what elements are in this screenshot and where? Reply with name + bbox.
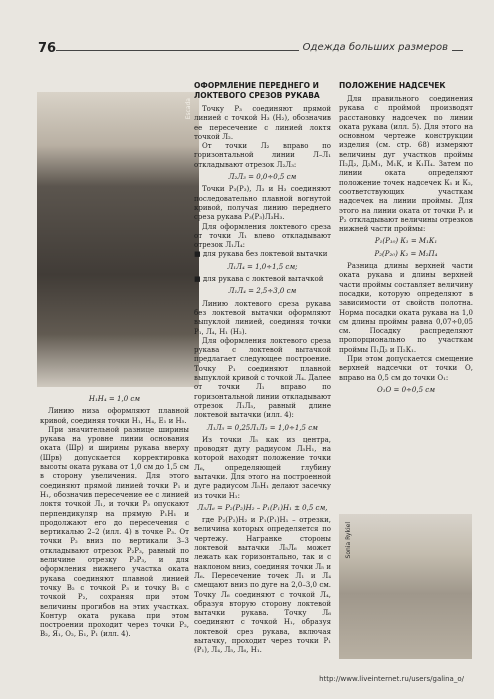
formula-l1l4-no-dart: Л₁Л₄ = 1,0÷1,5 см; bbox=[227, 262, 298, 271]
bullet-no-dart: ■ для рукава без локтевой вытачки bbox=[194, 250, 328, 259]
left-text-column bbox=[40, 392, 189, 640]
section-title: Одежда больших размеров bbox=[299, 42, 452, 53]
page-number: 76 bbox=[38, 41, 57, 56]
formula-l2l3: Л₂Л₃ = 0,0÷0,5 см bbox=[228, 173, 297, 182]
fashion-photo-escada bbox=[37, 92, 199, 387]
footer-url: http://www.liveinternet.ru/users/galina_o/ bbox=[319, 675, 464, 683]
formula-k1: Р₁(Р₁₀) К₁ = М₁К₁ bbox=[374, 237, 438, 246]
formula-k2: Р₂(Р₂₀) К₂ = М₂П₄ bbox=[374, 249, 438, 258]
page-header bbox=[0, 36, 494, 64]
middle-paragraph-4: Для оформления локтевого среза от точки Л₁ влево откладывают отрезок Л₁Л₄: bbox=[194, 222, 331, 250]
right-paragraph-2: Разница длины верхней части оката рукава и длины верхней части проймы составляет величину посадки, которую определяют в зависимости от свойств полотна. Норма посадки оката рукава на 1,0 см длины проймы равна 0,07÷0,05 см. Посадку распределяют пропорционально по участкам проймы П₁Д₂ и П₂К₁. bbox=[339, 262, 473, 354]
middle-paragraph-2: От точки Л₂ вправо по горизонтальной линии Л–Л₁ откладывают отрезок Л₂Л₃: bbox=[194, 142, 331, 169]
middle-text-column bbox=[194, 81, 331, 656]
formula-l5l6: Л₅Л₆ = Р₂(Р₂)Н₂ – Р₁(Р₁)Н₁ ± 0,5 см, bbox=[197, 503, 328, 512]
bullet-with-dart: ■ для рукава с локтевой вытачкой bbox=[194, 275, 324, 284]
middle-paragraph-7: Из точки Л₅ как из центра, проводят дугу радиусом Л₅Н₁, на которой находят положение точки Л₆, определяющей глубину вытачки. Для этого на построенной дуге радиусом Л₅Н₁ делают засечку из точки Н₁: bbox=[194, 435, 331, 500]
right-text-column bbox=[339, 81, 473, 398]
middle-paragraph-6: Для оформления локтевого среза рукава с локтевой вытачкой предлагает следующее построение. Точку Р₁ соединяют плавной выпуклой кривой с точкой Л₄. Далее от точки Л₁ вправо по горизонтальной линии откладывают отрезок Л₁Л₅, равный длине локтевой вытачки (илл. 4): bbox=[194, 336, 331, 420]
formula-l1l5: Л₁Л₅ = 0,25Л₁Л₂ = 1,0÷1,5 см bbox=[207, 423, 318, 432]
formula-l1l4-with-dart: Л₁Л₄ = 2,5÷3,0 см bbox=[228, 287, 297, 296]
right-paragraph-1: Для правильного соединения рукава с проймой производят расстановку надсечек по линии оката рукава (илл. 5). Для этого на основном чертеже конструкции изделия (см. стр. 68) измеряют величины дуг участков проймы П₂Д₂, Д₂М₁, М₁К, и К₁П₄. Затем по линии оката определяют положение точек надсечек К₁ и К₂, соответствующих участкам надсечек на линии проймы. Для этого на линии оката от точки Р₁ и Р₂ откладывают величины отрезков нижней части проймы: bbox=[339, 95, 473, 234]
fashion-photo-sonia-rykiel bbox=[339, 514, 472, 659]
photo-caption-sonia-rykiel: Sonia Rykiel bbox=[345, 522, 352, 559]
formula-n1n4: Н₁Н₄ = 1,0 см bbox=[88, 395, 141, 403]
middle-paragraph-3: Точки Р₃(Р₃), Л₃ и Н₃ соединяют последовательно плавной вогнутой кривой, получая линию переднего среза рукава Р₃(Р₃)Л₃Н₃. bbox=[194, 185, 331, 222]
right-paragraph-3: При этом допускается смещение верхней надсечки от точки О, вправо на 0,5 см до точки О₁: bbox=[339, 355, 473, 382]
photo-caption-escada: Escada bbox=[185, 98, 192, 120]
middle-heading: ОФОРМЛЕНИЕ ПЕРЕДНЕГО И ЛОКТЕВОГО СРЕЗОВ РУКАВА bbox=[194, 81, 320, 100]
left-paragraph-2: При значительной разнице ширины рукава на уровне линии основания оката (Шр) и ширины рукава вверху (Шрв) допускается корректировка высоты оката рукава от 1,0 см до 1,5 см в сторону увеличения. Для этого соединяют прямой линией точки Р₁ и Н₁, обозначив пересечение ее с линией локтя точкой Л₁, и точки Р₃ опускают перпендикуляр на прямую Р₁Н₁ и продолжают его до пересечения с вертикалью 2–2 (илл. 4) в точке Р₃. От точки Р₂ вниз по вертикали 3–3 откладывают отрезок Р₂Р₃, равный по величине отрезку Р₃Р₃, и для оформления нижнего участка оката рукава соединяют плавной линией точку В₂ с точкой Р₃ и точку В₁ с точкой Р₂, сохраняя при этом величины прогибов на этих участках. Контур оката рукава при этом построении проходит через точки Р₂, В₂, Я₁, О₂, Б₁, Р₁ (илл. 4). bbox=[40, 425, 189, 639]
middle-paragraph-1: Точку Р₃ соединяют прямой линией с точкой Н₃ (Н₂), обозначив ее пересечение с линией локтя точкой Л₂. bbox=[194, 105, 331, 141]
left-paragraph-1: Линию низа оформляют плавной кривой, соединяя точки Н₁, Н₄, Е₁ и Н₅. bbox=[40, 407, 189, 425]
middle-paragraph-5: Линию локтевого среза рукава без локтевой вытачки оформляют выпуклой линией, соединяя точки Р₁, Л₄, Н₁ (Н₂). bbox=[194, 299, 331, 336]
formula-o1o: О₁О = 0÷0,5 см bbox=[377, 385, 435, 394]
middle-paragraph-8: где Р₂(Р₂)Н₂ и Р₁(Р₁)Н₁ – отрезки, величина которых определяется по чертежу. Награнке стороны локтевой вытачки Л₅Л₆ может лежать как горизонтально, так и с наклоном вниз, соединяя точки Л₅ и Л₆. Пересечение точек Л₁ и Л₄ смещают вниз по дуге на 2,0–3,0 см. Точку Л₆ соединяют с точкой Л₄, образуя вторую сторону локтевой вытачки рукава. Точку Л₆ соединяют с точкой Н₁, образуя локтевой срез рукава, включая вытачку, проходит через точки Р₁ (Р₁), Л₄, Л₅, Л₆, Н₁. bbox=[194, 516, 331, 655]
right-heading: ПОЛОЖЕНИЕ НАДСЕЧЕК bbox=[339, 81, 446, 90]
